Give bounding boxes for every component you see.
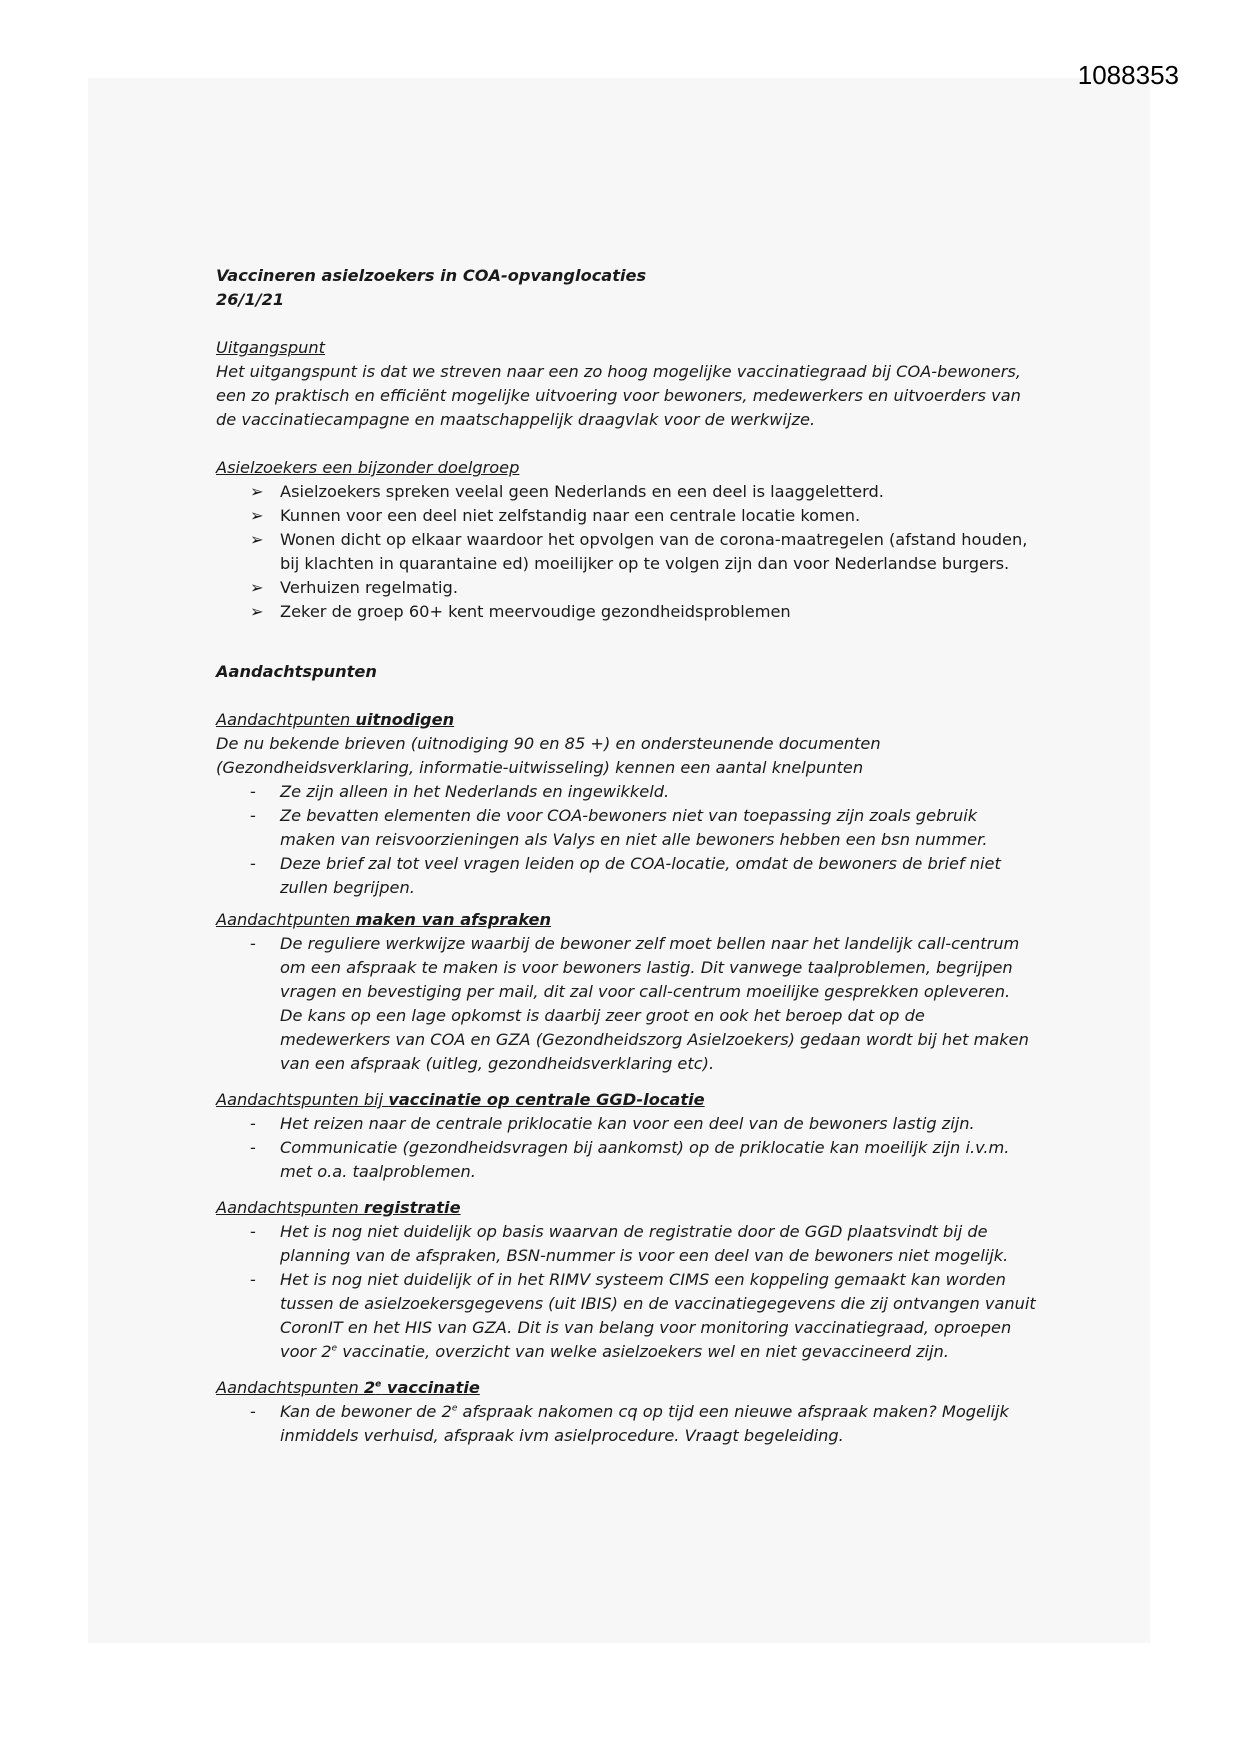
dash-bullet: - <box>250 1222 256 1241</box>
dash-bullet: - <box>250 1270 256 1289</box>
list-item: ➢ Wonen dicht op elkaar waardoor het opvolgen van de corona-maatregelen (afstand houden, bij klachten in quarantaine ed) moeilijker op te volgen zijn dan voor Nederlandse burgers. <box>250 530 1028 573</box>
afspraken-heading: Aandachtpunten maken van afspraken <box>216 910 552 929</box>
arrow-bullet-icon: ➢ <box>250 602 264 621</box>
dash-bullet: - <box>250 1138 256 1157</box>
dash-bullet: - <box>250 782 256 801</box>
dash-bullet: - <box>250 1114 256 1133</box>
list-item: - Het is nog niet duidelijk op basis waarvan de registratie door de GGD plaatsvindt bij de planning van de afspraken, BSN-nummer is voor een deel van de bewoners niet mogelijk. <box>250 1222 1009 1265</box>
doelgroep-heading: Asielzoekers een bijzonder doelgroep <box>216 458 520 477</box>
ggd-list <box>216 1112 1036 1184</box>
uitgangspunt-heading: Uitgangspunt <box>216 338 325 357</box>
arrow-bullet-icon: ➢ <box>250 482 264 501</box>
uitnodigen-heading: Aandachtpunten uitnodigen <box>216 710 455 729</box>
aandachtspunten-heading: Aandachtspunten <box>216 662 377 681</box>
document-date: 26/1/21 <box>216 290 285 309</box>
uitnodigen-list <box>216 780 1036 900</box>
list-item: ➢ Zeker de groep 60+ kent meervoudige gezondheidsproblemen <box>216 600 1036 624</box>
list-item: - Deze brief zal tot veel vragen leiden op de COA-locatie, omdat de bewoners de brief niet zullen begrijpen. <box>250 854 1001 897</box>
document-number: 1088353 <box>1077 60 1179 90</box>
registratie-list <box>216 1220 1036 1364</box>
dash-bullet: - <box>250 806 256 825</box>
doelgroep-list <box>216 480 1036 624</box>
tweede-vaccinatie-list <box>216 1400 1036 1448</box>
document-content <box>216 264 1036 1448</box>
list-item: - Ze zijn alleen in het Nederlands en ingewikkeld. <box>216 780 1036 804</box>
list-item: ➢ Kunnen voor een deel niet zelfstandig naar een centrale locatie komen. <box>216 504 1036 528</box>
uitnodigen-intro: De nu bekende brieven (uitnodiging 90 en 85 +) en ondersteunende documenten (Gezondheidsverklaring, informatie-uitwisseling) kennen een aantal knelpunten <box>216 734 881 777</box>
registratie-heading: Aandachtspunten registratie <box>216 1198 461 1217</box>
dash-bullet: - <box>250 854 256 873</box>
afspraken-list <box>216 932 1036 1076</box>
document-title: Vaccineren asielzoekers in COA-opvanglocaties <box>216 266 647 285</box>
ggd-heading: Aandachtspunten bij vaccinatie op centrale GGD-locatie <box>216 1090 705 1109</box>
list-item: ➢ Asielzoekers spreken veelal geen Nederlands en een deel is laaggeletterd. <box>216 480 1036 504</box>
arrow-bullet-icon: ➢ <box>250 506 264 525</box>
list-item: - De reguliere werkwijze waarbij de bewoner zelf moet bellen naar het landelijk call-centrum om een afspraak te maken is voor bewoners lastig. Dit vanwege taalproblemen, begrijpen vragen en bevestiging per mail, dit zal voor call-centrum moeilijke gesprekken opleveren. De kans op een lage opkomst is daarbij zeer groot en ook het beroep dat op de medewerkers van COA en GZA (Gezondheidszorg Asielzoekers) gedaan wordt bij het maken van een afspraak (uitleg, gezondheidsverklaring etc). <box>250 934 1029 1073</box>
list-item: ➢ Verhuizen regelmatig. <box>216 576 1036 600</box>
dash-bullet: - <box>250 934 256 953</box>
uitgangspunt-text: Het uitgangspunt is dat we streven naar een zo hoog mogelijke vaccinatiegraad bij COA-bewoners, een zo praktisch en efficiënt mogelijke uitvoering voor bewoners, medewerkers en uitvoerders van de vaccinatiecampagne en maatschappelijk draagvlak voor de werkwijze. <box>216 362 1021 429</box>
list-item: - Kan de bewoner de 2e afspraak nakomen cq op tijd een nieuwe afspraak maken? Mogelijk inmiddels verhuisd, afspraak ivm asielprocedure. Vraagt begeleiding. <box>250 1402 1009 1445</box>
list-item: - Het is nog niet duidelijk of in het RIMV systeem CIMS een koppeling gemaakt kan worden tussen de asielzoekersgegevens (uit IBIS) en de vaccinatiegegevens die zij ontvangen vanuit CoronIT en het HIS van GZA. Dit is van belang voor monitoring vaccinatiegraad, oproepen voor 2e vaccinatie, overzicht van welke asielzoekers wel en niet gevaccineerd zijn. <box>250 1270 1036 1361</box>
tweede-vaccinatie-heading: Aandachtspunten 2e vaccinatie <box>216 1378 480 1397</box>
arrow-bullet-icon: ➢ <box>250 530 264 549</box>
list-item: - Communicatie (gezondheidsvragen bij aankomst) op de priklocatie kan moeilijk zijn i.v.m. met o.a. taalproblemen. <box>250 1138 1010 1181</box>
list-item: - Het reizen naar de centrale priklocatie kan voor een deel van de bewoners lastig zijn. <box>216 1112 1036 1136</box>
dash-bullet: - <box>250 1402 256 1421</box>
arrow-bullet-icon: ➢ <box>250 578 264 597</box>
list-item: - Ze bevatten elementen die voor COA-bewoners niet van toepassing zijn zoals gebruik maken van reisvoorzieningen als Valys en niet alle bewoners hebben een bsn nummer. <box>250 806 988 849</box>
